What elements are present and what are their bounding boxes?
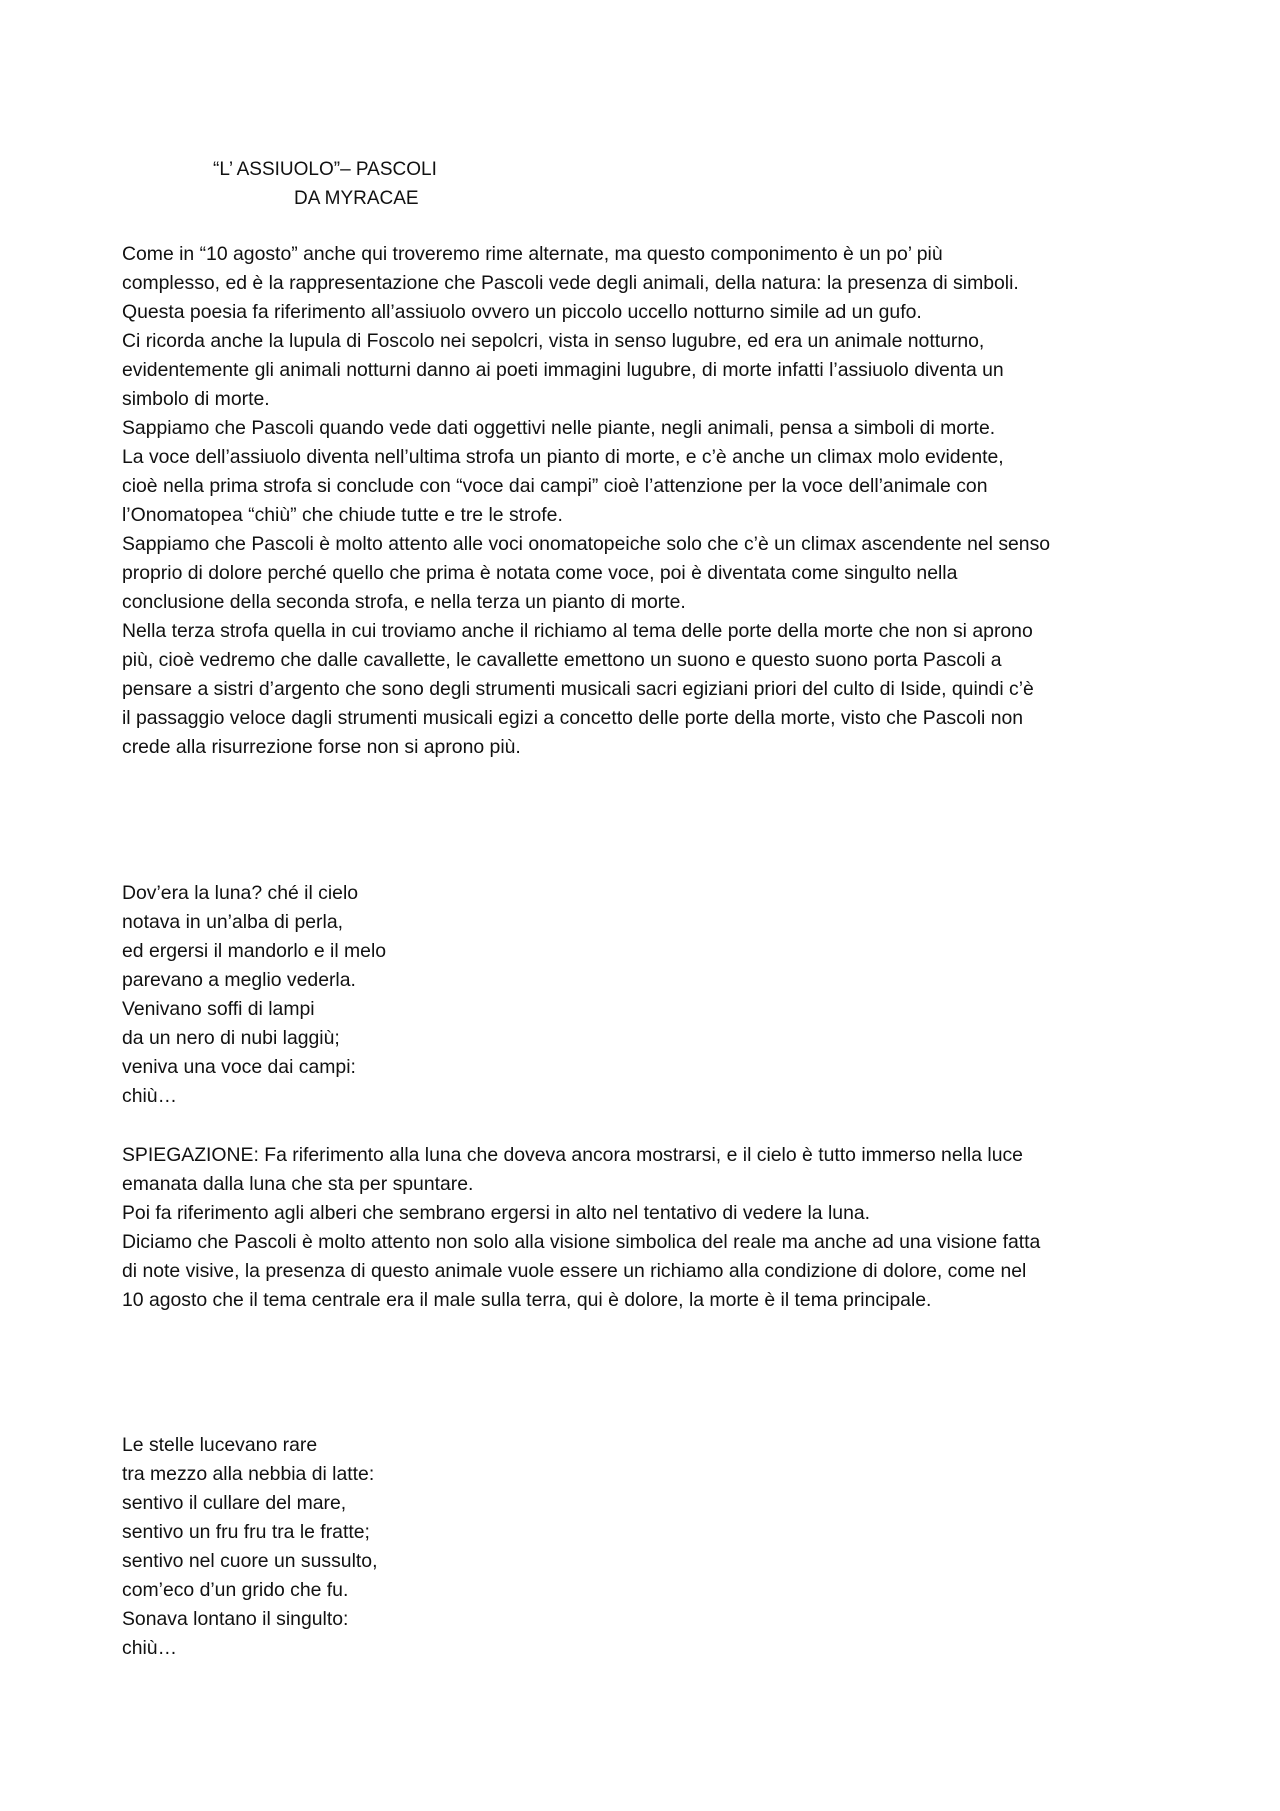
poem-verse: sentivo un fru fru tra le fratte; (122, 1521, 370, 1543)
text-line: emanata dalla luna che sta per spuntare. (122, 1173, 474, 1195)
text-line: l’Onomatopea “chiù” che chiude tutte e tre le strofe. (122, 504, 563, 526)
poem-stanza-2 (122, 1431, 1172, 1663)
text-line: 10 agosto che il tema centrale era il male sulla terra, qui è dolore, la morte è il tema principale. (122, 1289, 932, 1311)
poem-verse: Dov’era la luna? ché il cielo (122, 882, 359, 904)
poem-verse: com’eco d’un grido che fu. (122, 1579, 349, 1601)
poem-verse: chiù… (122, 1637, 177, 1659)
text-line: il passaggio veloce dagli strumenti musicali egizi a concetto delle porte della morte, visto che Pascoli non (122, 707, 1024, 729)
text-line: complesso, ed è la rappresentazione che Pascoli vede degli animali, della natura: la presenza di simboli. (122, 272, 1019, 294)
intro-paragraph (122, 240, 1172, 762)
poem-verse: da un nero di nubi laggiù; (122, 1027, 340, 1049)
text-line: evidentemente gli animali notturni danno ai poeti immagini lugubre, di morte infatti l’assiuolo diventa un (122, 359, 1004, 381)
poem-verse: notava in un’alba di perla, (122, 911, 343, 933)
text-line: Diciamo che Pascoli è molto attento non solo alla visione simbolica del reale ma anche ad una visione fatta (122, 1231, 1041, 1253)
text-line: conclusione della seconda strofa, e nella terza un pianto di morte. (122, 591, 686, 613)
poem-verse: veniva una voce dai campi: (122, 1056, 356, 1078)
poem-verse: Venivano soffi di lampi (122, 998, 315, 1020)
poem-verse: sentivo il cullare del mare, (122, 1492, 347, 1514)
document-title: “L’ ASSIUOLO”– PASCOLI (213, 159, 437, 180)
text-line: Sappiamo che Pascoli è molto attento alle voci onomatopeiche solo che c’è un climax ascendente nel senso (122, 533, 1051, 555)
text-line: crede alla risurrezione forse non si aprono più. (122, 736, 521, 758)
poem-verse: chiù… (122, 1085, 177, 1107)
text-line: Poi fa riferimento agli alberi che sembrano ergersi in alto nel tentativo di vedere la luna. (122, 1202, 871, 1224)
poem-stanza-1 (122, 879, 1172, 1111)
text-line: proprio di dolore perché quello che prima è notata come voce, poi è diventata come singulto nella (122, 562, 958, 584)
poem-verse: Sonava lontano il singulto: (122, 1608, 349, 1630)
text-line: SPIEGAZIONE: Fa riferimento alla luna che doveva ancora mostrarsi, e il cielo è tutto immerso nella luce (122, 1144, 1023, 1166)
poem-verse: ed ergersi il mandorlo e il melo (122, 940, 387, 962)
text-line: pensare a sistri d’argento che sono degli strumenti musicali sacri egiziani priori del culto di Iside, quindi c’è (122, 678, 1034, 700)
document-subtitle: DA MYRACAE (294, 188, 419, 209)
title-block (213, 155, 437, 213)
text-line: Come in “10 agosto” anche qui troveremo rime alternate, ma questo componimento è un po’ più (122, 243, 943, 265)
text-line: Nella terza strofa quella in cui troviamo anche il richiamo al tema delle porte della morte che non si aprono (122, 620, 1033, 642)
text-line: simbolo di morte. (122, 388, 270, 410)
text-line: più, cioè vedremo che dalle cavallette, le cavallette emettono un suono e questo suono porta Pascoli a (122, 649, 1002, 671)
text-line: Questa poesia fa riferimento all’assiuolo ovvero un piccolo uccello notturno simile ad un gufo. (122, 301, 922, 323)
text-line: cioè nella prima strofa si conclude con “voce dai campi” cioè l’attenzione per la voce dell’animale con (122, 475, 988, 497)
text-line: La voce dell’assiuolo diventa nell’ultima strofa un pianto di morte, e c’è anche un climax molo evidente, (122, 446, 1004, 468)
explanation-paragraph (122, 1141, 1172, 1315)
text-line: Sappiamo che Pascoli quando vede dati oggettivi nelle piante, negli animali, pensa a simboli di morte. (122, 417, 996, 439)
poem-verse: sentivo nel cuore un sussulto, (122, 1550, 378, 1572)
poem-verse: parevano a meglio vederla. (122, 969, 356, 991)
text-line: Ci ricorda anche la lupula di Foscolo nei sepolcri, vista in senso lugubre, ed era un animale notturno, (122, 330, 985, 352)
text-line: di note visive, la presenza di questo animale vuole essere un richiamo alla condizione di dolore, come nel (122, 1260, 1027, 1282)
poem-verse: Le stelle lucevano rare (122, 1434, 318, 1456)
poem-verse: tra mezzo alla nebbia di latte: (122, 1463, 375, 1485)
